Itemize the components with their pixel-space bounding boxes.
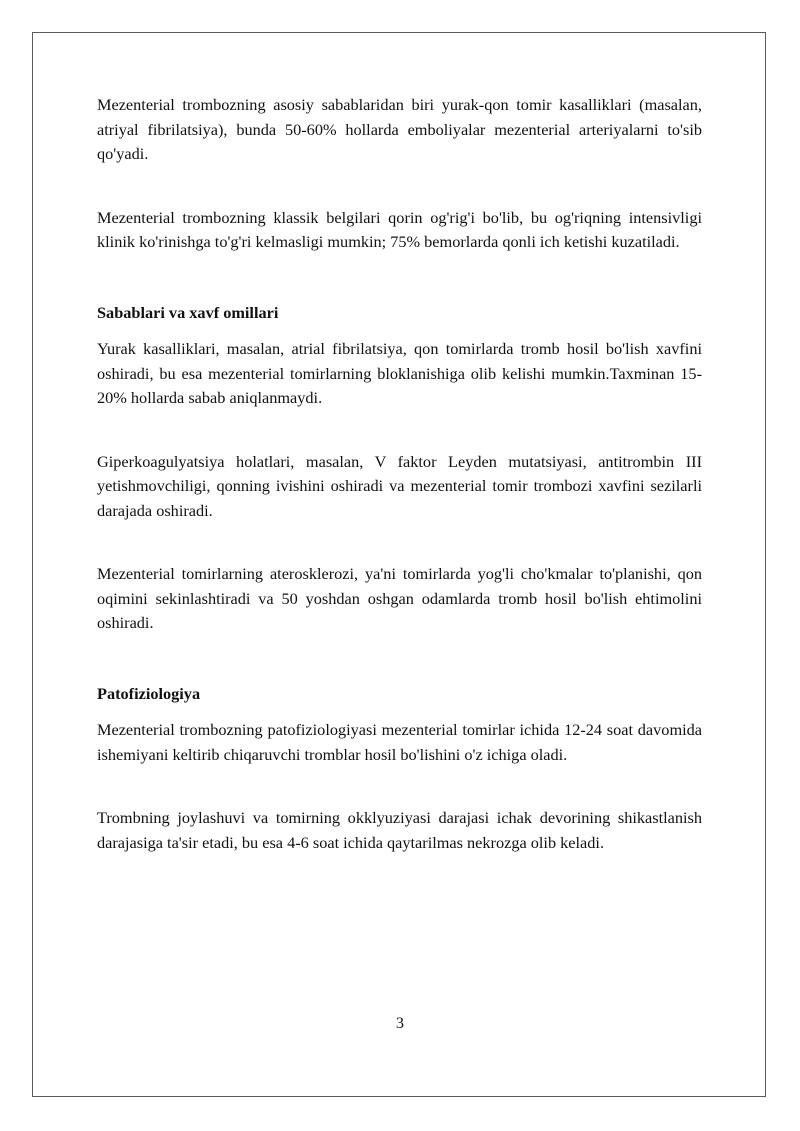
paragraph-patho-1: Mezenterial trombozning patofiziologiyasi mezenterial tomirlar ichida 12-24 soat davomida ishemiyani keltirib chiqaruvchi tromblar hosil bo'lishini o'z ichiga oladi. <box>97 720 702 764</box>
paragraph-intro-2: Mezenterial trombozning klassik belgilari qorin og'rig'i bo'lib, bu og'riqning intensivligi klinik ko'rinishga to'g'ri kelmasligi mumkin; 75% bemorlarda qonli ich ketishi kuzatiladi. <box>97 207 702 251</box>
paragraph-intro-1: Mezenterial trombozning asosiy sabablaridan biri yurak-qon tomir kasalliklari (masalan, atriyal fibrilatsiya), bunda 50-60% hollarda emboliyalar mezenterial arteriyalarni to'sib qo'yadi. <box>97 95 702 163</box>
section-heading-causes: Sabablari va xavf omillari <box>97 302 279 322</box>
paragraph-causes-1: Yurak kasalliklari, masalan, atrial fibrilatsiya, qon tomirlarda tromb hosil bo'lish xavfini oshiradi, bu esa mezenterial tomirlarning bloklanishiga olib kelishi mumkin.Taxminan 15-20% hollarda sabab aniqlanmaydi. <box>97 339 702 407</box>
document-body <box>97 93 702 855</box>
page-number: 3 <box>395 1013 405 1032</box>
paragraph-causes-3: Mezenterial tomirlarning aterosklerozi, ya'ni tomirlarda yog'li cho'kmalar to'planishi, qon oqimini sekinlashtiradi va 50 yoshdan oshgan odamlarda tromb hosil bo'lish ehtimolini oshiradi. <box>97 564 702 632</box>
paragraph-causes-2: Giperkoagulyatsiya holatlari, masalan, V faktor Leyden mutatsiyasi, antitrombin III yetishmovchiligi, qonning ivishini oshiradi va mezenterial tomir trombozi xavfini sezilarli darajada oshiradi. <box>97 451 702 520</box>
section-heading-patofiziologiya: Patofiziologiya <box>97 683 201 703</box>
paragraph-patho-2: Trombning joylashuvi va tomirning okklyuziyasi darajasi ichak devorining shikastlanish darajasiga ta'sir etadi, bu esa 4-6 soat ichida qaytarilmas nekrozga olib keladi. <box>97 808 702 852</box>
